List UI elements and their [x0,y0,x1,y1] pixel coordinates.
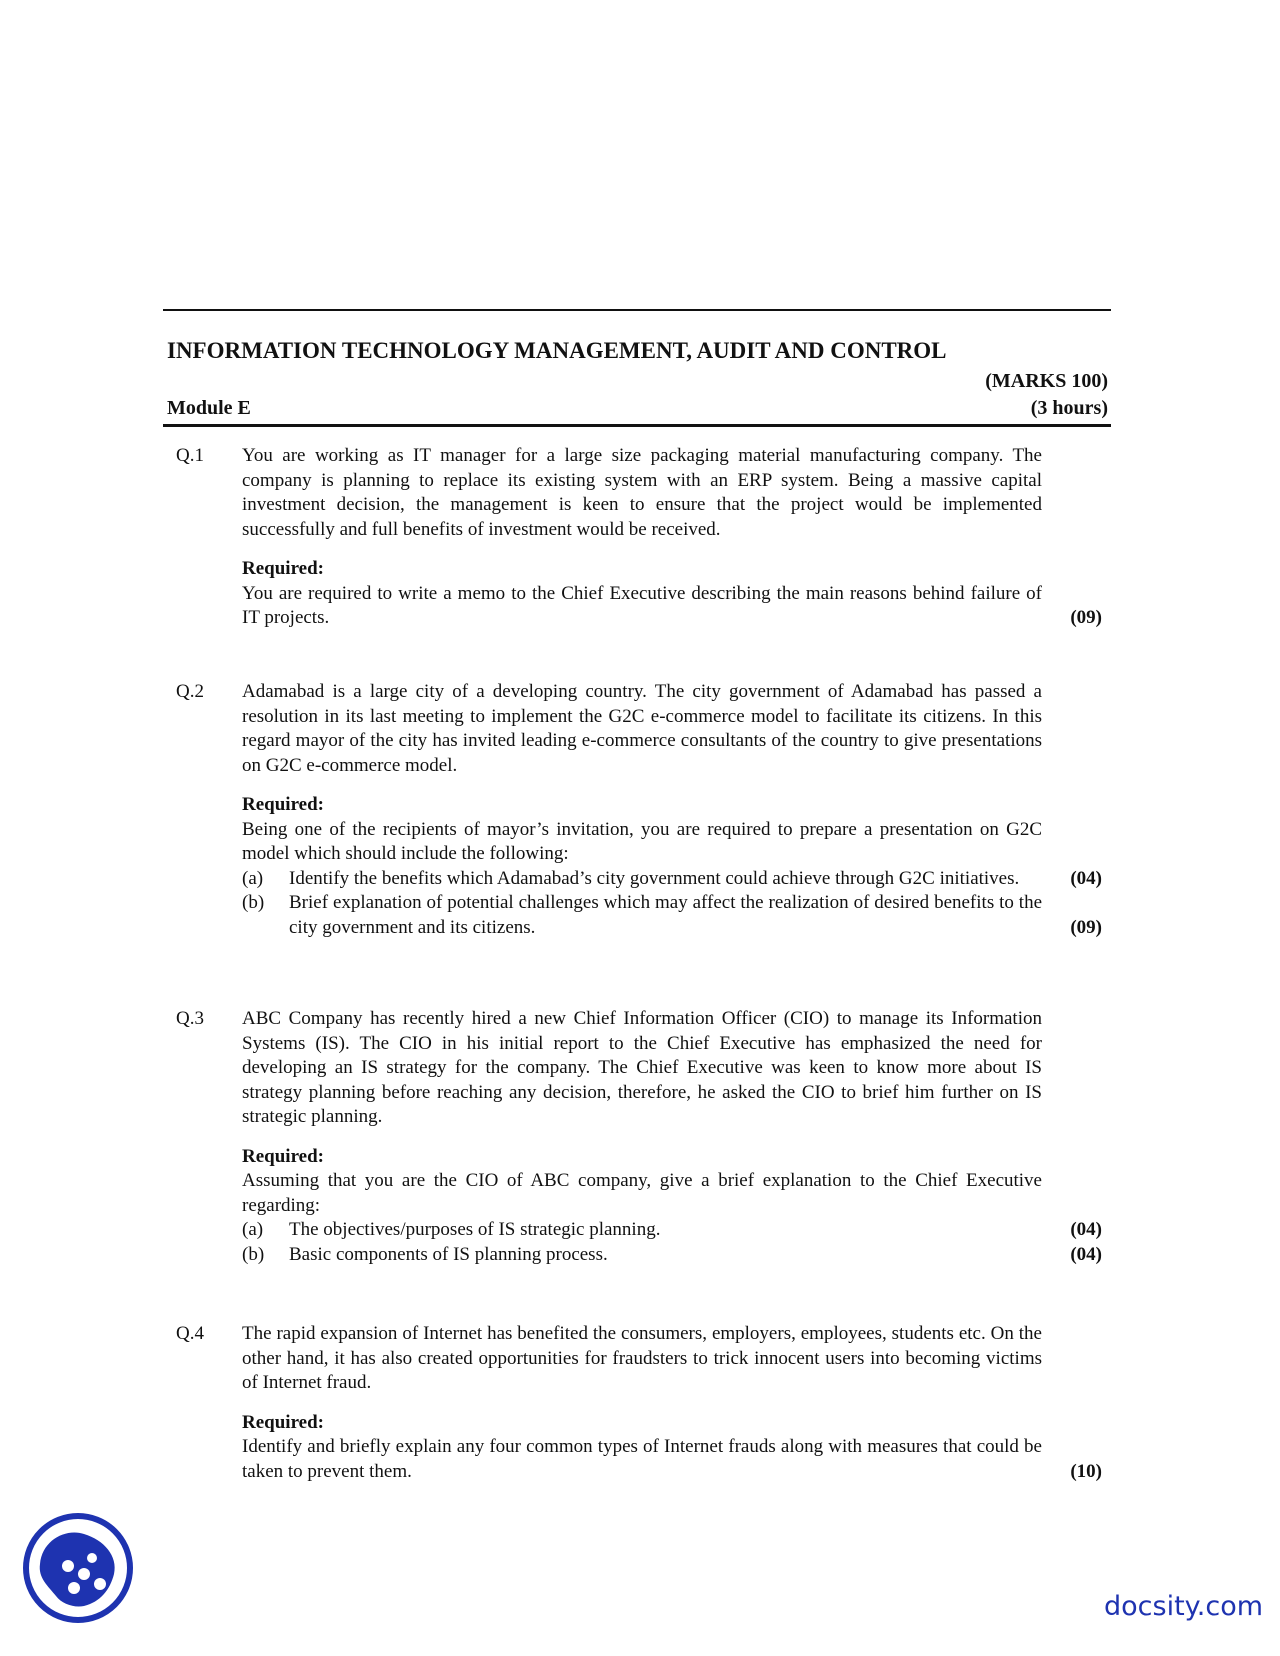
part-b [242,891,1102,940]
paper-title: INFORMATION TECHNOLOGY MANAGEMENT, AUDIT AND CONTROL [167,338,947,363]
required-text [242,582,1102,631]
question-4 [176,1322,1102,1484]
duration: (3 hours) [1030,397,1108,419]
part-text: Identify the benefits which Adamabad’s city government could achieve through G2C initiatives. [289,867,1020,889]
part-label: (a) [242,1219,264,1240]
required-label: Required: [242,558,324,579]
docsity-logo-icon [22,1512,134,1624]
required-text-body: Identify and briefly explain any four common types of Internet frauds along with measures that could be taken to prevent them. [242,1436,1042,1482]
part-label: (a) [242,867,264,889]
question-number: Q.1 [176,445,204,466]
header-rule [163,424,1111,427]
question-1 [176,444,1102,631]
question-2 [176,680,1102,940]
part-text: Basic components of IS planning process. [289,1243,608,1265]
part-marks: (04) [1070,867,1102,889]
required-text [242,1435,1102,1484]
part-text: The objectives/purposes of IS strategic planning. [289,1219,661,1240]
question-marks: (10) [1070,1460,1102,1482]
module-label: Module E [167,397,251,419]
question-intro: You are working as IT manager for a large size packaging material manufacturing company. The company is planning to replace its existing system with an ERP system. Being a massive capital investment decision, the management is keen to ensure that the project would be implemented successfully and full benefits of investment would be received. [242,445,1042,540]
part-marks: (04) [1070,1219,1102,1240]
required-label: Required: [242,1145,324,1167]
docsity-brand[interactable]: docsity.com [1104,1591,1264,1622]
question-number: Q.3 [176,1008,204,1029]
part-b [242,1243,1102,1268]
total-marks: (MARKS 100) [985,370,1108,392]
question-3 [176,1007,1102,1267]
required-text-body: You are required to write a memo to the Chief Executive describing the main reasons behind failure of IT projects. [242,582,1042,628]
part-marks: (04) [1070,1243,1102,1265]
top-rule [163,309,1111,311]
part-text: Brief explanation of potential challenges which may affect the realization of desired benefits to the city government and its citizens. [289,892,1042,938]
question-intro: The rapid expansion of Internet has benefited the consumers, employers, employees, students etc. On the other hand, it has also created opportunities for fraudsters to trick innocent users into becoming victims of Internet fraud. [242,1323,1042,1393]
required-label: Required: [242,794,324,815]
required-text: Being one of the recipients of mayor’s invitation, you are required to prepare a presentation on G2C model which should include the following: [242,818,1042,864]
question-number: Q.4 [176,1323,204,1344]
required-text: Assuming that you are the CIO of ABC company, give a brief explanation to the Chief Executive regarding: [242,1170,1042,1216]
question-number: Q.2 [176,681,204,702]
part-a [242,1218,1102,1243]
question-marks: (09) [1070,607,1102,628]
part-a [242,867,1102,892]
part-marks: (09) [1070,916,1102,938]
question-intro: ABC Company has recently hired a new Chief Information Officer (CIO) to manage its Information Systems (IS). The CIO in his initial report to the Chief Executive has emphasized the need for developing an IS strategy for the company. The Chief Executive was keen to know more about IS strategy planning before reaching any decision, therefore, he asked the CIO to brief him further on IS strategic planning. [242,1008,1042,1127]
part-label: (b) [242,1243,265,1265]
required-label: Required: [242,1411,324,1433]
question-intro: Adamabad is a large city of a developing country. The city government of Adamabad has passed a resolution in its last meeting to implement the G2C e-commerce model to facilitate its citizens. In this regard mayor of the city has invited leading e-commerce consultants of the country to give presentations on G2C e-commerce model. [242,681,1042,776]
part-label: (b) [242,892,265,913]
